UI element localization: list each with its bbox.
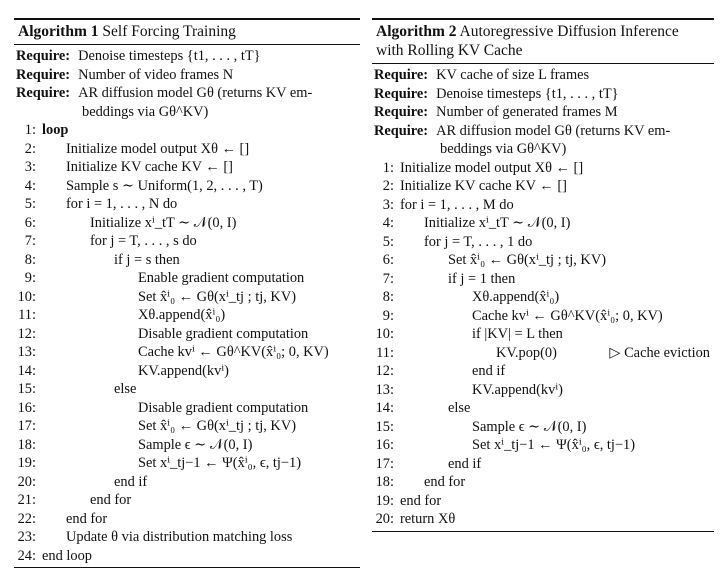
algorithm-2 — [372, 18, 714, 532]
code-line — [16, 195, 360, 214]
code-text: end for — [90, 492, 132, 508]
code-line — [374, 381, 714, 400]
code-text: if j = s then — [114, 251, 180, 268]
code-text: for j = T, . . . , 1 do — [424, 233, 533, 250]
require-keyword: Require: — [16, 66, 71, 83]
code-line — [16, 380, 360, 399]
code-text: Xθ.append(x̂ⁱ₀) — [472, 289, 560, 305]
code-text: Initialize xⁱ_tT ∼ 𝒩(0, I) — [424, 215, 571, 231]
code-text: if |KV| = L then — [472, 326, 563, 342]
code-line — [374, 288, 714, 307]
code-text: Sample s ∼ Uniform(1, 2, . . . , T) — [66, 177, 263, 194]
code-text: Set xⁱ_tj−1 ← Ψ(x̂ⁱ₀, ϵ, tj−1) — [138, 455, 301, 471]
code-text: Sample ϵ ∼ 𝒩(0, I) — [138, 436, 253, 453]
code-line — [374, 344, 714, 363]
algorithm-name: Autoregressive Diffusion Inference — [459, 23, 679, 40]
line-number: 23: — [17, 529, 36, 545]
code-line — [374, 233, 714, 252]
code-text: Sample ϵ ∼ 𝒩(0, I) — [472, 418, 587, 435]
line-number: 21: — [17, 492, 36, 508]
require-keyword: Require: — [374, 67, 429, 83]
code-line — [16, 491, 360, 510]
code-text: Set xⁱ_tj−1 ← Ψ(x̂ⁱ₀, ϵ, tj−1) — [472, 437, 635, 453]
code-line — [374, 492, 714, 511]
code-line — [16, 140, 360, 159]
code-line — [16, 510, 360, 529]
line-number: 4: — [382, 215, 394, 231]
line-number: 5: — [382, 233, 394, 250]
line-number: 4: — [24, 177, 36, 194]
line-number: 1: — [382, 159, 394, 176]
line-number: 13: — [17, 344, 36, 360]
code-line — [374, 362, 714, 381]
algorithm-body — [372, 64, 714, 531]
require-keyword: Require: — [16, 85, 71, 101]
bottom-rule — [372, 531, 714, 532]
algorithm-label: Algorithm 2 — [376, 23, 457, 40]
code-text: end for — [424, 474, 466, 490]
line-number: 20: — [17, 473, 36, 490]
require-line — [374, 85, 714, 104]
line-number: 17: — [375, 455, 394, 472]
require-line — [16, 66, 360, 85]
require-text: Number of generated frames M — [436, 104, 618, 120]
require-line — [374, 122, 714, 159]
code-line — [374, 307, 714, 326]
code-text: Xθ.append(x̂ⁱ₀) — [138, 307, 226, 323]
code-line — [374, 196, 714, 215]
line-number: 17: — [17, 418, 36, 434]
line-number: 9: — [382, 307, 394, 324]
line-number: 6: — [382, 252, 394, 268]
code-line — [16, 306, 360, 325]
code-line — [16, 417, 360, 436]
code-text: end if — [472, 363, 506, 379]
line-number: 12: — [17, 325, 36, 342]
line-number: 24: — [17, 547, 36, 564]
line-number: 3: — [24, 159, 36, 175]
line-number: 7: — [24, 233, 36, 249]
code-text: Initialize KV cache KV ← [] — [400, 178, 567, 194]
line-number: 8: — [24, 251, 36, 268]
require-text: AR diffusion model Gθ (returns KV em- — [78, 85, 313, 101]
code-text: KV.pop(0) — [496, 344, 557, 361]
code-text: Initialize model output Xθ ← [] — [66, 140, 250, 157]
code-line — [16, 325, 360, 344]
code-line — [16, 177, 360, 196]
code-line — [374, 270, 714, 289]
code-line — [374, 325, 714, 344]
code-text: Set x̂ⁱ₀ ← Gθ(xⁱ_tj ; tj, KV) — [138, 418, 297, 434]
code-text: KV.append(kvⁱ) — [138, 362, 229, 379]
code-line — [374, 418, 714, 437]
code-line — [374, 159, 714, 178]
line-number: 11: — [18, 307, 36, 323]
code-line — [374, 214, 714, 233]
code-line — [16, 343, 360, 362]
code-text: Cache kvⁱ ← Gθ^KV(x̂ⁱ₀; 0, KV) — [472, 307, 663, 324]
code-line — [16, 121, 360, 140]
require-line — [374, 103, 714, 122]
algorithm-label: Algorithm 1 — [18, 23, 99, 40]
code-text: end loop — [42, 547, 92, 564]
code-text: else — [114, 381, 137, 397]
code-text: Update θ via distribution matching loss — [66, 529, 293, 545]
algorithm-body — [14, 45, 360, 567]
code-line — [16, 269, 360, 288]
line-number: 19: — [375, 492, 394, 509]
algorithm-name: Self Forcing Training — [102, 23, 236, 40]
code-line — [16, 399, 360, 418]
code-line — [374, 177, 714, 196]
require-keyword: Require: — [374, 104, 429, 120]
code-text: Cache kvⁱ ← Gθ^KV(x̂ⁱ₀; 0, KV) — [138, 344, 329, 360]
algorithm-title — [14, 20, 360, 44]
code-line — [374, 455, 714, 474]
line-number: 11: — [376, 344, 394, 361]
code-line — [16, 436, 360, 455]
line-number: 2: — [382, 178, 394, 194]
code-line — [374, 473, 714, 492]
code-line — [16, 547, 360, 566]
require-keyword: Require: — [16, 48, 71, 64]
line-number: 1: — [24, 122, 36, 138]
line-number: 2: — [24, 140, 36, 157]
code-text: for i = 1, . . . , M do — [400, 196, 514, 213]
line-number: 14: — [375, 400, 394, 416]
code-line — [16, 362, 360, 381]
require-line — [16, 47, 360, 66]
code-text: end if — [114, 473, 148, 490]
line-number: 9: — [24, 270, 36, 286]
code-line — [374, 436, 714, 455]
require-text: AR diffusion model Gθ (returns KV em- — [436, 122, 671, 139]
code-text: loop — [42, 122, 69, 138]
algorithm-name-cont: with Rolling KV Cache — [376, 42, 523, 59]
line-number: 18: — [17, 436, 36, 453]
line-number: 19: — [17, 455, 36, 471]
require-text: Denoise timesteps {t1, . . . , tT} — [436, 85, 619, 102]
line-number: 22: — [17, 510, 36, 527]
line-number: 18: — [375, 474, 394, 490]
require-text: KV cache of size L frames — [436, 67, 590, 83]
code-line — [16, 232, 360, 251]
line-number: 13: — [375, 381, 394, 398]
line-number: 14: — [17, 362, 36, 379]
code-text: if j = 1 then — [448, 270, 516, 287]
code-text: Set x̂ⁱ₀ ← Gθ(xⁱ_tj ; tj, KV) — [138, 288, 297, 305]
code-text: KV.append(kvⁱ) — [472, 381, 563, 398]
line-number: 10: — [17, 288, 36, 305]
algorithm-1 — [14, 18, 360, 568]
code-text: for j = T, . . . , s do — [90, 233, 197, 249]
line-number: 7: — [382, 270, 394, 287]
line-number: 20: — [375, 511, 394, 527]
require-text: Denoise timesteps {t1, . . . , tT} — [78, 48, 261, 64]
code-line — [374, 251, 714, 270]
require-line — [374, 66, 714, 85]
line-number: 12: — [375, 363, 394, 379]
code-text: for i = 1, . . . , N do — [66, 196, 178, 212]
require-text-cont: beddings via Gθ^KV) — [440, 141, 567, 157]
require-text-cont: beddings via Gθ^KV) — [82, 103, 209, 120]
line-number: 6: — [24, 214, 36, 231]
code-line — [16, 528, 360, 547]
code-text: Initialize KV cache KV ← [] — [66, 159, 233, 175]
code-line — [16, 288, 360, 307]
code-text: end if — [448, 455, 482, 472]
code-text: Set x̂ⁱ₀ ← Gθ(xⁱ_tj ; tj, KV) — [448, 252, 607, 268]
bottom-rule — [14, 567, 360, 568]
line-number: 8: — [382, 289, 394, 305]
code-text: Initialize model output Xθ ← [] — [400, 159, 584, 176]
code-line — [16, 158, 360, 177]
code-line — [16, 473, 360, 492]
require-keyword: Require: — [374, 122, 429, 139]
code-text: Disable gradient computation — [138, 325, 309, 342]
line-number: 5: — [24, 196, 36, 212]
line-number: 16: — [375, 437, 394, 453]
require-keyword: Require: — [374, 85, 429, 102]
code-text: return Xθ — [400, 511, 456, 527]
code-text: Disable gradient computation — [138, 399, 309, 416]
code-line — [16, 251, 360, 270]
line-number: 16: — [17, 399, 36, 416]
require-text: Number of video frames N — [78, 66, 234, 83]
line-number: 15: — [17, 381, 36, 397]
algorithm-title — [372, 20, 714, 63]
code-text: Enable gradient computation — [138, 270, 305, 286]
code-text: else — [448, 400, 471, 416]
code-text: Initialize xⁱ_tT ∼ 𝒩(0, I) — [90, 214, 237, 231]
code-comment: ▷ Cache eviction — [609, 344, 710, 361]
line-number: 3: — [382, 196, 394, 213]
code-line — [374, 510, 714, 529]
line-number: 10: — [375, 326, 394, 342]
code-line — [16, 454, 360, 473]
code-line — [374, 399, 714, 418]
code-text: end for — [66, 510, 108, 527]
code-text: end for — [400, 492, 442, 509]
code-line — [16, 214, 360, 233]
require-line — [16, 84, 360, 121]
line-number: 15: — [375, 418, 394, 435]
